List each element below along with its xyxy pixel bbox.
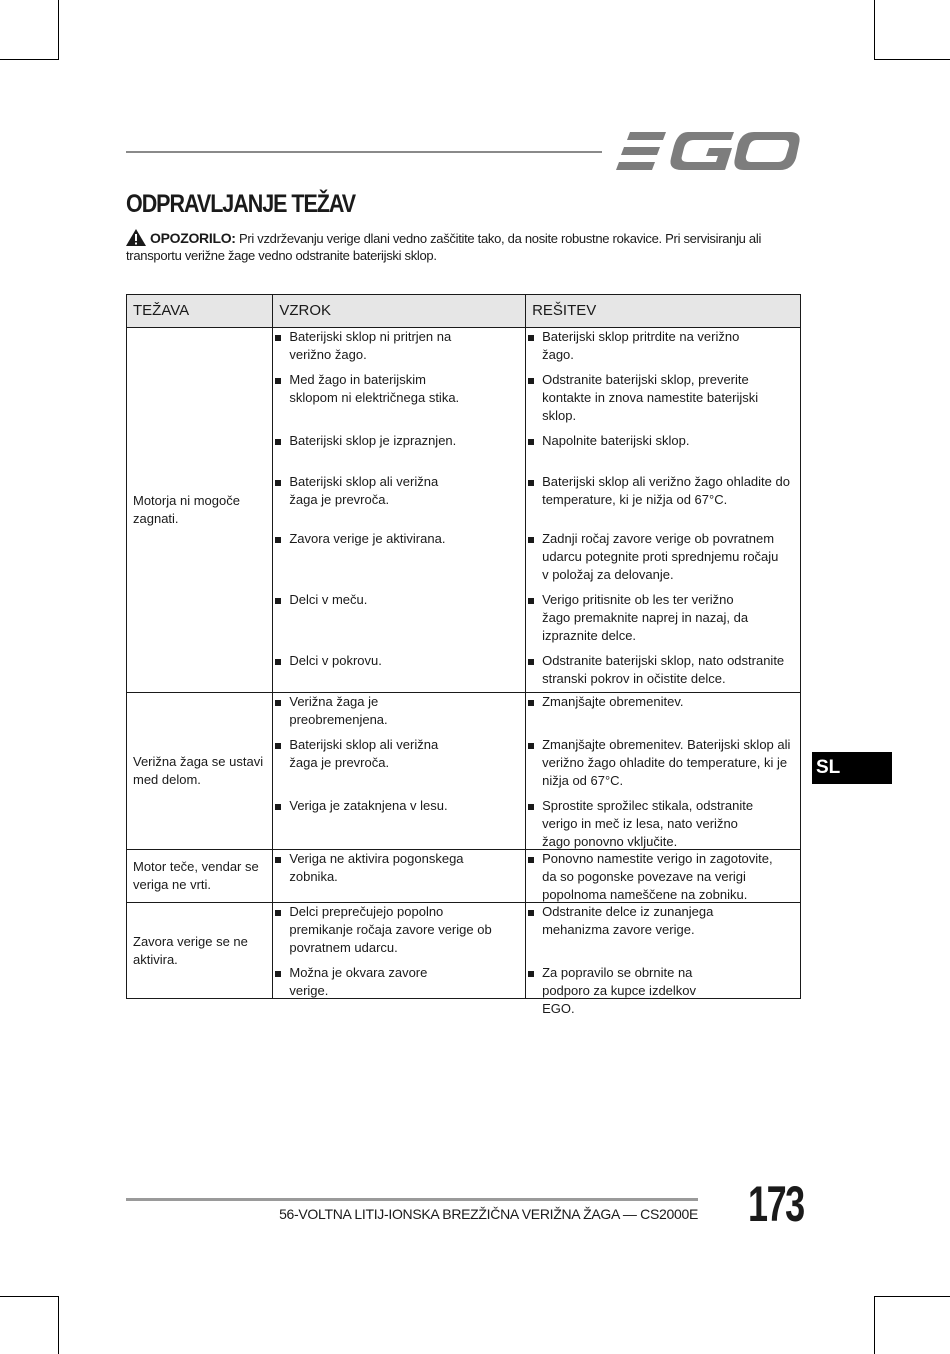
header-rule <box>126 151 602 153</box>
cause-item: Delci preprečujejo popolno premikanje ročaja zavore verige ob povratnem udarcu. <box>273 903 493 964</box>
cause-item: Verižna žaga je preobremenjena. <box>273 693 423 736</box>
solution-cell <box>526 693 801 850</box>
troubleshooting-table <box>126 294 801 1016</box>
table-row <box>127 693 801 850</box>
solution-item: Odstranite baterijski sklop, preverite kontakte in znova namestite baterijski sklop. <box>526 371 766 432</box>
cause-item: Veriga ne aktivira pogonskega zobnika. <box>273 850 473 902</box>
solution-item: Zadnji ročaj zavore verige ob povratnem udarcu potegnite proti sprednjemu ročaju v položaj za delovanje. <box>526 530 788 591</box>
solution-item: Ponovno namestite verigo in zagotovite, da so pogonske povezave na verigi popolnoma nameščene na zobniku. <box>526 850 776 902</box>
problem-cell <box>127 328 273 693</box>
footer-product-name: 56-VOLTNA LITIJ-IONSKA BREZŽIČNA VERIŽNA ŽAGA — CS2000E <box>279 1206 698 1222</box>
column-header-cause: VZROK <box>273 295 526 328</box>
crop-mark <box>0 1296 58 1297</box>
crop-mark <box>0 59 58 60</box>
table-row <box>127 850 801 903</box>
crop-mark <box>58 0 59 60</box>
solution-item: Za popravilo se obrnite na podporo za kupce izdelkov EGO. <box>526 964 726 998</box>
solution-item: Odstranite baterijski sklop, nato odstranite stranski pokrov in očistite delce. <box>526 652 800 692</box>
problem-cell <box>127 693 273 850</box>
crop-mark <box>874 1296 950 1297</box>
cause-item: Možna je okvara zavore verige. <box>273 964 443 998</box>
warning-label: OPOZORILO: <box>150 230 236 246</box>
problem-text: Motorja ni mogoče zagnati. <box>133 493 240 526</box>
cause-cell <box>273 903 526 999</box>
solution-item: Zmanjšajte obremenitev. Baterijski sklop ali verižno žago ohladite do temperature, ki je nižja od 67°C. <box>526 736 800 797</box>
warning-text: Pri vzdrževanju verige dlani vedno zaščitite tako, da nosite robustne rokavice. Pri servisiranju ali transportu verižne žage vedno odstranite baterijski sklop. <box>126 231 762 263</box>
cause-cell <box>273 850 526 903</box>
problem-cell <box>127 850 273 903</box>
cause-item: Baterijski sklop je izpraznjen. <box>273 432 525 473</box>
crop-mark <box>58 1296 59 1354</box>
solution-item: Baterijski sklop ali verižno žago ohladite do temperature, ki je nižja od 67°C. <box>526 473 800 530</box>
solution-item: Verigo pritisnite ob les ter verižno žago premaknite naprej in nazaj, da izpraznite delce. <box>526 591 756 652</box>
footer-rule <box>126 1198 698 1201</box>
cause-item: Baterijski sklop ali verižna žaga je prevroča. <box>273 473 463 530</box>
problem-cell <box>127 903 273 999</box>
table-row <box>127 903 801 999</box>
cause-item: Baterijski sklop ni pritrjen na verižno žago. <box>273 328 463 371</box>
problem-text: Verižna žaga se ustavi med delom. <box>133 754 264 787</box>
solution-item: Zmanjšajte obremenitev. <box>526 693 800 736</box>
cause-item: Veriga je zataknjena v lesu. <box>273 797 525 849</box>
warning-icon <box>126 229 146 246</box>
crop-mark <box>874 0 875 60</box>
cause-item: Baterijski sklop ali verižna žaga je prevroča. <box>273 736 463 797</box>
solution-item: Napolnite baterijski sklop. <box>526 432 800 473</box>
table-header-row <box>127 295 801 328</box>
page-number: 173 <box>748 1176 804 1232</box>
problem-text: Zavora verige se ne aktivira. <box>133 933 248 967</box>
solution-item: Baterijski sklop pritrdite na verižno žago. <box>526 328 746 371</box>
ego-logo <box>616 128 800 174</box>
cause-item: Delci v meču. <box>273 591 525 652</box>
column-header-problem: TEŽAVA <box>127 295 273 328</box>
solution-cell <box>526 850 801 903</box>
cause-cell <box>273 328 526 693</box>
solution-item: Odstranite delce iz zunanjega mehanizma zavore verige. <box>526 903 716 964</box>
solution-item: Sprostite sprožilec stikala, odstranite verigo in meč iz lesa, nato verižno žago ponovno vključite. <box>526 797 766 849</box>
language-tab: SL <box>812 752 892 784</box>
solution-cell <box>526 903 801 1016</box>
warning-notice <box>126 229 796 264</box>
cause-cell <box>273 693 526 850</box>
problem-text: Motor teče, vendar se veriga ne vrti. <box>133 859 259 892</box>
cause-item: Delci v pokrovu. <box>273 652 525 692</box>
crop-mark <box>874 1296 875 1354</box>
table-row <box>127 328 801 693</box>
cause-item: Zavora verige je aktivirana. <box>273 530 525 591</box>
solution-cell <box>526 328 801 693</box>
crop-mark <box>874 59 950 60</box>
column-header-solution: REŠITEV <box>526 295 801 328</box>
page-title: ODPRAVLJANJE TEŽAV <box>126 190 356 218</box>
cause-item: Med žago in baterijskim sklopom ni električnega stika. <box>273 371 473 432</box>
